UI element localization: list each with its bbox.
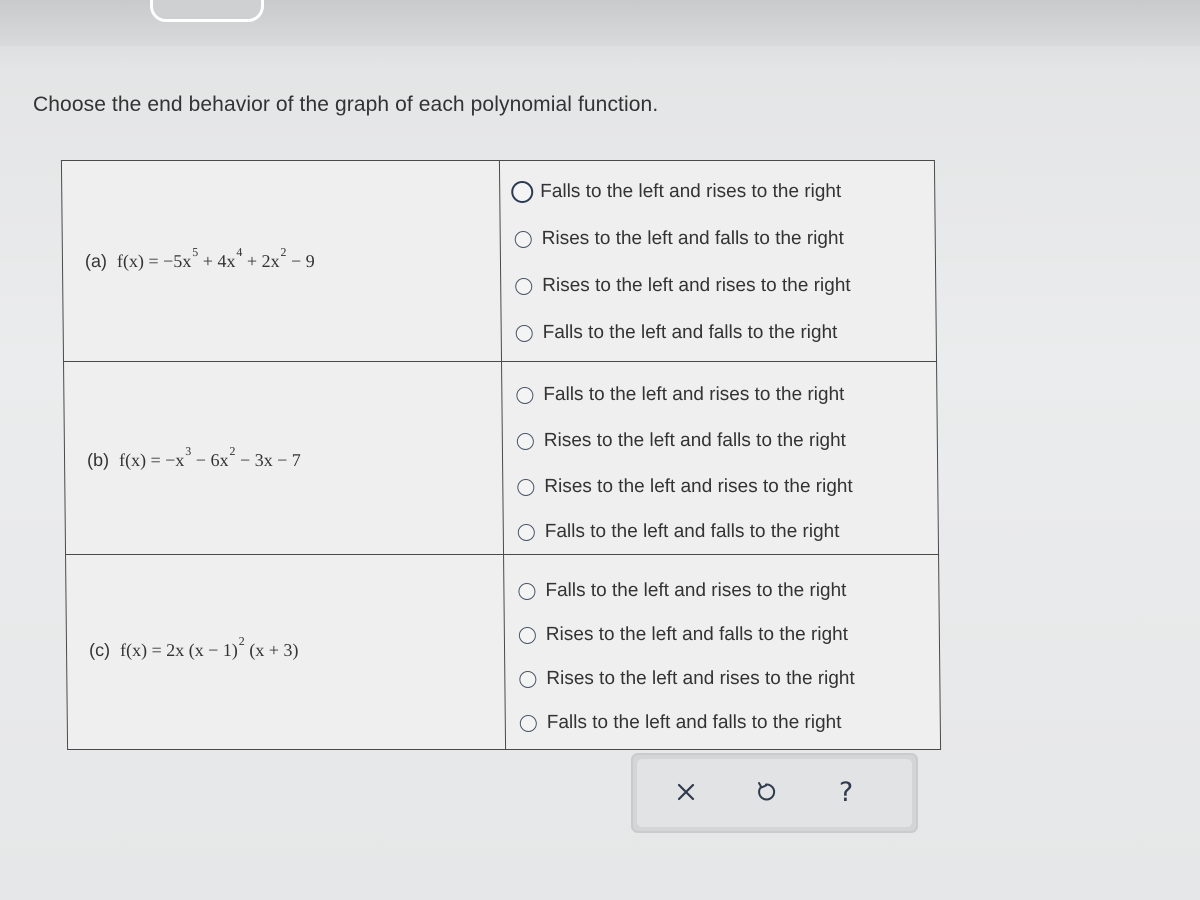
clear-button[interactable] — [671, 777, 701, 807]
option-label: Rises to the left and rises to the right — [546, 668, 855, 689]
option-c-falls-left-rises-right[interactable] — [518, 580, 846, 602]
table-row-c — [65, 554, 941, 750]
radio-button[interactable] — [511, 181, 533, 203]
option-c-falls-left-falls-right[interactable] — [520, 712, 842, 734]
top-tab-button[interactable] — [150, 0, 264, 22]
exponent: 5 — [192, 245, 199, 259]
function-lhs: f(x) = — [118, 450, 166, 470]
option-label: Rises to the left and falls to the right — [545, 624, 849, 645]
option-b-falls-left-falls-right[interactable] — [518, 521, 840, 543]
table-row-a — [61, 160, 937, 363]
function-b — [86, 444, 301, 471]
answer-toolbar — [631, 753, 918, 833]
radio-button[interactable] — [516, 325, 533, 342]
term: − 9 — [286, 251, 315, 271]
option-c-rises-left-rises-right[interactable] — [519, 668, 855, 690]
term: 2x (x − 1) — [166, 640, 238, 660]
option-b-falls-left-rises-right[interactable] — [516, 384, 844, 406]
browser-top-bar — [0, 0, 1200, 46]
option-a-rises-left-falls-right[interactable] — [515, 228, 844, 250]
option-a-rises-left-rises-right[interactable] — [515, 275, 851, 297]
radio-button[interactable] — [519, 627, 536, 644]
term: −x — [165, 450, 185, 470]
term: (x + 3) — [244, 640, 299, 660]
exponent: 3 — [185, 444, 192, 458]
option-b-rises-left-falls-right[interactable] — [517, 430, 846, 452]
option-label: Falls to the left and rises to the right — [545, 580, 847, 601]
option-label: Falls to the left and falls to the right — [544, 521, 840, 542]
term: + 4x — [198, 251, 236, 271]
radio-button[interactable] — [515, 278, 532, 295]
close-icon — [676, 782, 696, 802]
function-lhs: f(x) = — [116, 251, 164, 271]
radio-button[interactable] — [515, 231, 532, 248]
option-label: Rises to the left and falls to the right — [543, 430, 847, 451]
term: −5x — [163, 251, 192, 271]
function-lhs: f(x) = — [119, 640, 167, 660]
part-label: (c) — [88, 640, 111, 660]
option-a-falls-left-falls-right[interactable] — [516, 322, 838, 344]
radio-button[interactable] — [517, 479, 534, 496]
exponent: 2 — [280, 245, 287, 259]
option-label: Rises to the left and rises to the right — [544, 476, 853, 497]
part-label: (b) — [86, 450, 110, 470]
exponent: 4 — [236, 245, 243, 259]
part-label: (a) — [84, 251, 108, 271]
option-label: Rises to the left and rises to the right — [542, 275, 851, 296]
option-b-rises-left-rises-right[interactable] — [517, 476, 853, 498]
radio-button[interactable] — [518, 524, 535, 541]
option-label: Falls to the left and falls to the right — [542, 322, 838, 343]
option-label: Rises to the left and falls to the right — [541, 228, 844, 249]
exponent: 2 — [229, 444, 236, 458]
help-icon: ? — [838, 776, 854, 808]
column-divider — [501, 362, 504, 555]
table-row-b — [63, 361, 939, 556]
radio-button[interactable] — [520, 715, 537, 732]
function-c — [88, 634, 299, 661]
question-prompt: Choose the end behavior of the graph of each polynomial function. — [33, 93, 659, 116]
term: − 3x − 7 — [235, 450, 301, 470]
undo-icon — [754, 780, 778, 804]
undo-button[interactable] — [751, 777, 781, 807]
answer-table — [61, 160, 941, 750]
radio-button[interactable] — [516, 387, 533, 404]
term: − 6x — [191, 450, 229, 470]
column-divider — [503, 555, 506, 749]
option-label: Falls to the left and falls to the right — [546, 712, 842, 733]
option-c-rises-left-falls-right[interactable] — [519, 624, 848, 646]
radio-button[interactable] — [517, 433, 534, 450]
option-label: Falls to the left and rises to the right — [543, 384, 845, 405]
option-label: Falls to the left and rises to the right — [540, 181, 842, 202]
help-button[interactable] — [831, 777, 861, 807]
term: + 2x — [242, 251, 280, 271]
exponent: 2 — [238, 634, 245, 648]
column-divider — [499, 161, 502, 362]
radio-button[interactable] — [518, 583, 535, 600]
function-a — [84, 245, 315, 272]
option-a-falls-left-rises-right[interactable] — [514, 181, 841, 203]
radio-button[interactable] — [519, 671, 536, 688]
